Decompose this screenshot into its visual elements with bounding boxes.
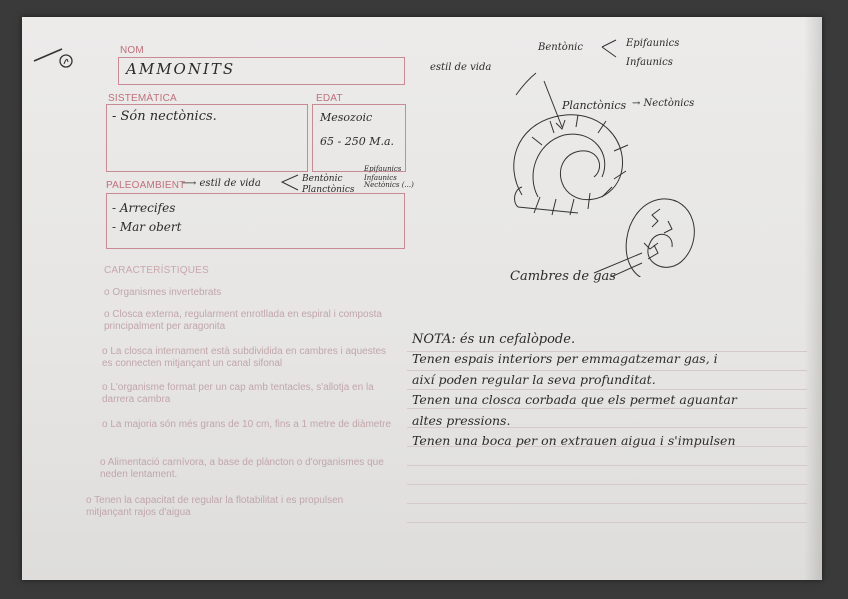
note-line: altes pressions. (412, 413, 511, 428)
paleo-bracket-icon (278, 169, 300, 195)
worksheet-page (22, 17, 822, 580)
caracteristiques-label: CARACTERÍSTIQUES (104, 265, 209, 276)
pen-mark-icon (32, 41, 82, 73)
paleo-sub-3: Nectònics (...) (364, 181, 414, 189)
edat-value-2: 65 - 250 M.a. (320, 135, 395, 148)
edat-value-1: Mesozoic (320, 111, 373, 124)
diagram-bentonic: Bentònic (538, 42, 583, 53)
diagram-epifaunics: Epifaunics (626, 38, 680, 49)
note-line: Tenen una boca per on extrauen aigua i s'impulsen (412, 433, 736, 448)
paleo-sub-1: Epifaunics (364, 165, 402, 173)
characteristic-item: o Tenen la capacitat de regular la flotabilitat i es propulsen mitjançant rajos d'aigua (86, 495, 344, 518)
note-line: així poden regular la seva profunditat. (412, 372, 656, 387)
paleo-item-2: - Mar obert (112, 220, 182, 234)
ammonite-diagram (482, 37, 702, 277)
paleoambient-arrow: ⟶ estil de vida (182, 178, 261, 189)
nom-label: NOM (120, 45, 144, 56)
edat-label: EDAT (316, 93, 343, 104)
characteristic-item: o Alimentació carnívora, a base de plàncton o d'organismes que neden lentament. (100, 457, 384, 480)
characteristic-item: o La majoria són més grans de 10 cm, fins a 1 metre de diàmetre (102, 419, 392, 430)
diagram-planctonics: Planctònics (562, 99, 627, 112)
diagram-estil-label: estil de vida (430, 62, 492, 73)
sistematica-label: SISTEMÀTICA (108, 93, 177, 104)
note-line: Tenen una closca corbada que els permet aguantar (412, 392, 737, 407)
ammonite-section-icon (594, 199, 694, 277)
diagram-nectonics: → Nectònics (632, 98, 695, 109)
note-line: NOTA: és un cefalòpode. (412, 332, 576, 347)
paleo-sub-2: Infaunics (364, 174, 397, 182)
paleo-item-1: - Arrecifes (112, 201, 176, 215)
characteristic-item: o L'organisme format per un cap amb tentacles, s'allotja en la darrera cambra (102, 382, 374, 405)
ammonite-shell-icon (514, 115, 628, 215)
diagram-cambres-label: Cambres de gas (510, 269, 616, 284)
characteristic-item: o Closca externa, regularment enrotllada en espiral i composta principalment per aragonita (104, 309, 382, 332)
paleo-branch-2: Planctònics (302, 185, 355, 195)
diagram-infaunics: Infaunics (626, 57, 673, 68)
characteristic-item: o Organismes invertebrats (104, 287, 222, 298)
nom-value: AMMONITS (126, 60, 236, 78)
characteristic-item: o La closca internament està subdividida en cambres i aquestes es connecten mitjançant un canal sifonal (102, 346, 387, 369)
paleoambient-label: PALEOAMBIENT (106, 180, 186, 191)
paleo-branch-1: Bentònic (302, 174, 343, 184)
note-line: Tenen espais interiors per emmagatzemar gas, i (412, 351, 718, 366)
sistematica-value: - Són nectònics. (112, 109, 217, 124)
